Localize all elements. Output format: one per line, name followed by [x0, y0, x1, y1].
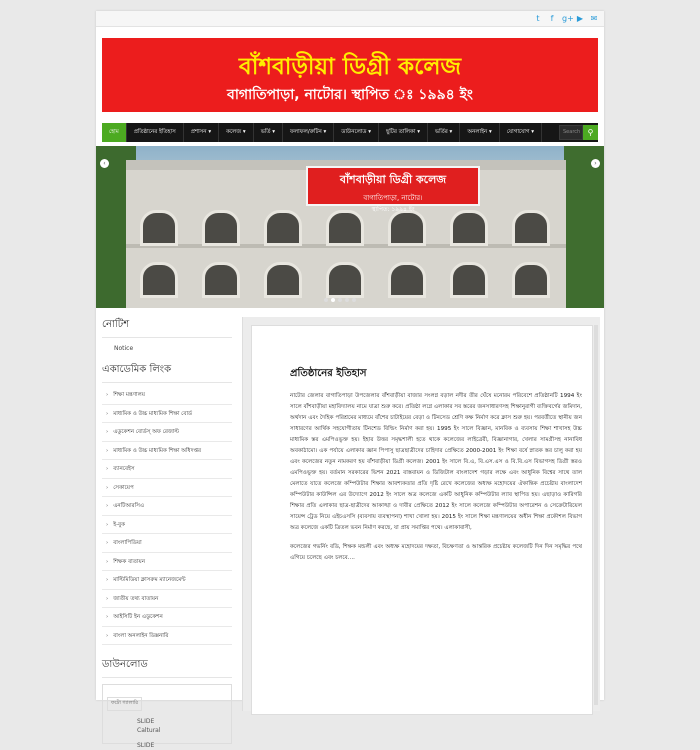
nav-item-results[interactable]: ফলাফল/রুটিন ▾ [283, 123, 334, 142]
header-banner[interactable] [102, 38, 598, 112]
nav-item-download[interactable]: ডাউনলোড ▾ [334, 123, 379, 142]
academic-link[interactable]: › এডুকেশন বোর্ডস্ অফ রেজাল্ট [102, 423, 232, 442]
site-title: বাঁশবাড়ীয়া ডিগ্রী কলেজ [238, 53, 462, 80]
slider-prev-icon[interactable]: ‹ [100, 159, 109, 168]
social-icons [534, 14, 598, 23]
academic-link[interactable]: › সেকায়েপ [102, 479, 232, 498]
top-bar [96, 11, 604, 27]
academic-link[interactable]: › শিক্ষা মন্ত্রণালয় [102, 386, 232, 405]
notice-link[interactable]: Notice [114, 345, 134, 352]
nav-item-admission[interactable]: ভর্তি ▾ [254, 123, 283, 142]
slider-dot[interactable] [352, 298, 356, 302]
download-title: ডাউনলোড [102, 657, 232, 678]
email-icon[interactable]: ✉ [590, 14, 598, 23]
academic-link[interactable]: › আইসিটি ইন এডুকেশন [102, 608, 232, 627]
nav-item-administration[interactable]: প্রশাসন ▾ [184, 123, 219, 142]
content-scrollbar[interactable] [594, 325, 598, 705]
academic-link[interactable]: › মাধ্যমিক ও উচ্চ মাধ্যমিক শিক্ষা অধিদপ্তর [102, 442, 232, 461]
tab-photo-gallery[interactable]: ফটো গ্যালারি [107, 697, 142, 711]
academic-link[interactable]: › ই-বুক [102, 516, 232, 535]
nav-item-home[interactable]: হোম [102, 123, 127, 142]
academic-link[interactable]: › ব্যানবেইস [102, 460, 232, 479]
nav-item-admission-2[interactable]: ভর্তির ▾ [428, 123, 460, 142]
main-content-area [242, 317, 600, 711]
twitter-icon[interactable]: t [536, 14, 540, 23]
page-container [96, 11, 604, 749]
academic-links [102, 386, 232, 645]
facebook-icon[interactable]: f [550, 14, 554, 23]
article-paragraph: কলেজের গভর্নিং বডি, শিক্ষক মন্ডলী এবং অধ্যক্ষ মহোদয়ের দক্ষতা, বিচক্ষণতা ও আন্তরিক প্রচেষ্টায় কলেজটি দিন দিন সমৃদ্ধির পথে এগিয়ে চলেছে এবং চলবে.... [290, 544, 582, 561]
slider-next-icon[interactable]: › [591, 159, 600, 168]
nav-item-online[interactable]: অনলাইন ▾ [460, 123, 499, 142]
gallery-slide[interactable]: SLIDE Caltural [137, 718, 161, 734]
slider-dot[interactable] [345, 298, 349, 302]
nav-item-history[interactable]: প্রতিষ্ঠানের ইতিহাস [127, 123, 184, 142]
slider-dot[interactable] [338, 298, 342, 302]
youtube-icon[interactable]: ▶ [576, 14, 584, 23]
trees-right [564, 146, 604, 308]
academic-link[interactable]: › এনটিআরসিএ [102, 497, 232, 516]
academic-link[interactable]: › জাতীয় তথ্য বাতায়ন [102, 590, 232, 609]
nav-search [559, 125, 598, 140]
academic-link[interactable]: › বাংলা অনলাইন ডিক্সনারি [102, 627, 232, 646]
academic-link[interactable]: › বাংলাপিডিয়া [102, 534, 232, 553]
slider-dot[interactable] [324, 298, 328, 302]
history-article [251, 325, 593, 715]
slider-dot[interactable] [331, 298, 335, 302]
search-input[interactable]: Search [559, 125, 583, 140]
notice-title: নোটিশ [102, 317, 232, 338]
article-paragraph: নাটোর জেলার বাগাতিপাড়া উপজেলার বাঁশবাড়ীয়া বাজার সংলগ্ন বড়াল নদীর তীর ঘেঁষে মনোরম পরিবেশে প্রতিষ্ঠানটি 1994 ইং সালে বাঁশবাড়ীয়া মহাবিদ্যালয় নামে যাত্রা শুরু করে। প্রতিষ্ঠা লগ্নে এলাকার সব স্তরের জনসাধারণসহ শিক্ষানুরাগী ব্যক্তিবর্গের জমিদান, অর্থদান এবং দৈহিক পরিশ্রমের মাধ্যমে বাঁশের চাটাইয়ের বেড়া ও টিনসেড শ্রেণি কক্ষ নির্মাণ করে ক্লাস শুরু হয়। পরবর্তীতে স্থানীয় জন সাধারণের আর্থিক সহযোগীতায় টিনশেড বিল্ডিং নির্মাণ করা হয়। 1995 ইং সালে বিজ্ঞান, মানবিক ও ব্যবসায় শিক্ষা শাখাসহ উচ্চ মাধ্যমিক স্তর এমপিওভুক্ত হয়। ইহার উত্তর সমৃদ্ধশালী হতে থাকে কলেজের লাইব্রেরী, বিজ্ঞানাগার, খেলার সামগ্রীসহ নানাবিধ অবকাঠামো। এক পর্যায়ে এলাকার জ্ঞান পিপাসু ছাত্রছাত্রীদের চাহিদার প্রেক্ষিতে 2000-2001 ইং শিক্ষা বর্ষে স্নাতক স্তর চালু করা হয় এবং কলেজের নতুন নামকরণ হয় বাঁশবাড়ীয়া ডিগ্রী কলেজ। 2001 ইং সালে বি.এ, বি.এস.এস ও বি.বি.এস বিভাগসহ ডিগ্রী স্তরও এমপিওভুক্ত হয়। বর্তমান সরকারের ভিশন 2021 বাস্তবায়ন ও ডিজিটাল বাংলাদেশ গড়ার লক্ষে এবং আধুনিক বিশ্বের সাথে তাল মেলাতে যাতে কলেজে কম্পিউটার শিক্ষার আবশ্যকতার প্রতি দৃষ্টি রেখে কলেজের অধ্যক্ষ মহোদয়ের ঐকান্তিক প্রচেষ্টায় বাংলাদেশ কম্পিউটার কাউন্সিল এর উদ্যোগে 2012 ইং সালে অত্র কলেজে একটি আধুনিক কম্পিউটার ল্যাব স্থাপিত হয়। এছাড়াও কারিগরি শিক্ষার প্রতি এলাকার ছাত্র-ছাত্রীদের আকাঙ্খা ও দাবীর প্রেক্ষিতে 2012 ইং সালে কলেজে কম্পিউটার অপারেশন ও সেক্রেটারিয়েল সায়েন্স ট্রেড নিয়ে এইচএসসি (ব্যবসায় ব্যবস্থাপনা) শাখা খোলা হয়। 2015 ইং সালে শিক্ষা মন্ত্রণালয়ের অধীন শিক্ষা প্রকৌশল বিভাগ অত্র কলেজে একটি ত্রিতল ভবন নির্মাণ করছে, যা প্রায় সমাপ্তির পথে। এলাকাবাসী, [290, 393, 582, 531]
main-nav [102, 123, 598, 142]
search-icon[interactable]: ⚲ [583, 125, 598, 140]
image-slider[interactable] [96, 146, 604, 308]
college-signboard: বাঁশবাড়ীয়া ডিগ্রী কলেজ বাগাতিপাড়া, নাটোর। স্থাপিত: ১৯৯৪ ইং [306, 166, 480, 206]
academic-links-title: একাডেমিক লিংক [102, 362, 232, 383]
academic-link[interactable]: › মাধ্যমিক ও উচ্চ মাধ্যমিক শিক্ষা বোর্ড [102, 405, 232, 424]
article-heading: প্রতিষ্ঠানের ইতিহাস [290, 368, 367, 379]
nav-item-college[interactable]: কলেজ ▾ [219, 123, 254, 142]
gallery-widget [102, 684, 232, 749]
slider-dots [324, 298, 356, 302]
google-plus-icon[interactable]: g+ [562, 14, 574, 23]
gallery-slide[interactable]: SLIDE [137, 742, 155, 749]
academic-link[interactable]: › শিক্ষক বাতায়ন [102, 553, 232, 572]
nav-item-holidays[interactable]: ছুটির তালিকা ▾ [379, 123, 428, 142]
site-subtitle: বাগাতিপাড়া, নাটোর। স্থাপিত ঃ ১৯৯৪ ইং [227, 87, 473, 103]
academic-link[interactable]: › মাল্টিমিডিয়া ক্লাসরুম ম্যানেজমেন্ট [102, 571, 232, 590]
sidebar [102, 317, 232, 749]
college-building-photo [126, 160, 566, 308]
nav-item-contact[interactable]: যোগাযোগ ▾ [500, 123, 542, 142]
